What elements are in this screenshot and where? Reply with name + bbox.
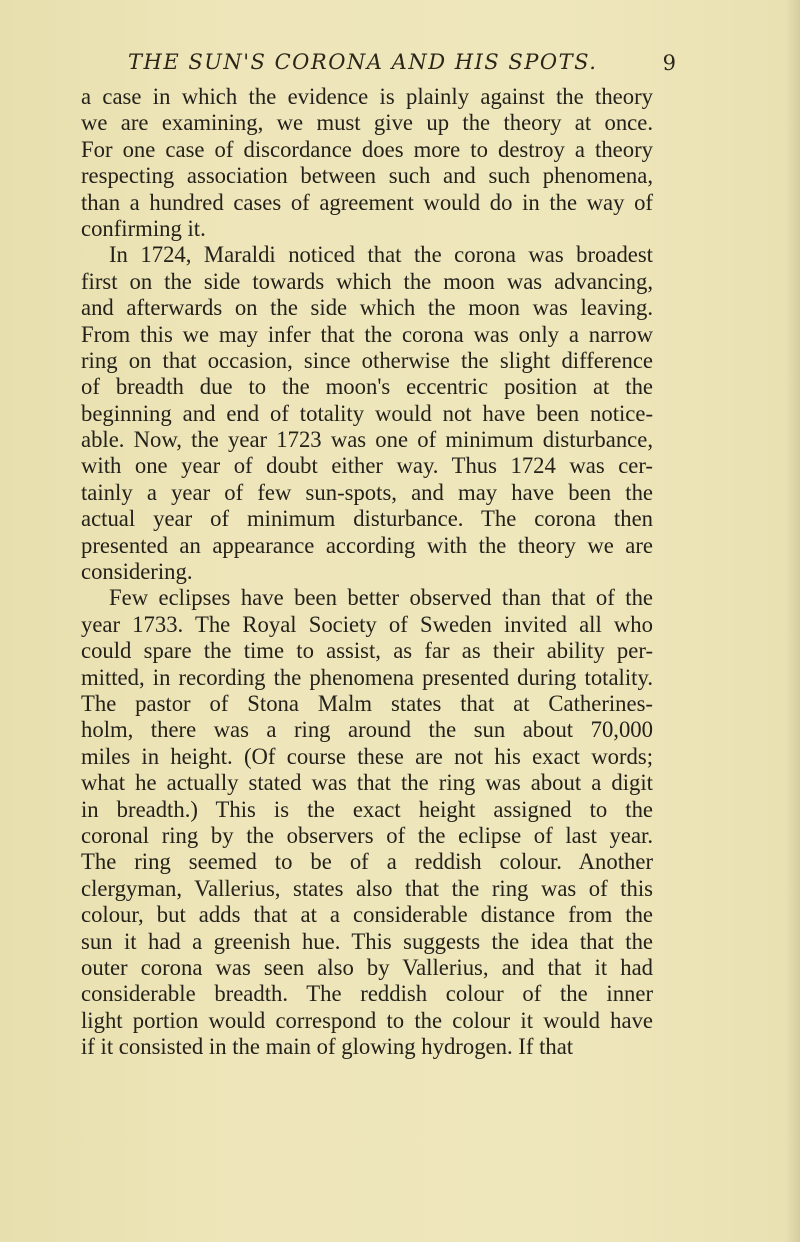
body-text [81, 84, 653, 1060]
text-line: The pastor of Stona Malm states that at Catherines- [81, 690, 653, 716]
text-line: tainly a year of few sun-spots, and may have been the [81, 479, 653, 505]
text-line: outer corona was seen also by Vallerius, and that it had [81, 954, 653, 980]
text-line: if it consisted in the main of glowing hydrogen. If that [81, 1034, 574, 1060]
text-line: Few eclipses have been better observed than that of the [109, 585, 653, 611]
text-line: of breadth due to the moon's eccentric position at the [81, 374, 653, 400]
text-line: presented an appearance according with the theory we are [81, 532, 653, 558]
text-line: holm, there was a ring around the sun about 70,000 [81, 717, 653, 743]
page-edge-shadow [786, 0, 800, 1242]
text-line: From this we may infer that the corona was only a narrow [81, 321, 653, 347]
text-line: first on the side towards which the moon was advancing, [81, 268, 653, 294]
page-number: 9 [662, 51, 676, 75]
text-line: The ring seemed to be of a reddish colour. Another [81, 849, 653, 875]
text-line: light portion would correspond to the colour it would have [81, 1007, 653, 1033]
text-line: and afterwards on the side which the moon was leaving. [81, 295, 653, 321]
text-line: miles in height. (Of course these are not his exact words; [81, 743, 653, 769]
text-line: than a hundred cases of agreement would do in the way of [81, 189, 653, 215]
text-line: in breadth.) This is the exact height assigned to the [81, 796, 653, 822]
text-line: In 1724, Maraldi noticed that the corona was broadest [109, 242, 653, 268]
text-line: respecting association between such and such phenomena, [81, 163, 653, 189]
text-line: able. Now, the year 1723 was one of minimum disturbance, [81, 427, 653, 453]
text-line: confirming it. [81, 215, 206, 241]
text-line: considerable breadth. The reddish colour of the inner [81, 981, 653, 1007]
text-line: a case in which the evidence is plainly against the theory [81, 84, 653, 109]
text-line: with one year of doubt either way. Thus 1724 was cer- [81, 453, 653, 479]
text-line: considering. [81, 559, 193, 585]
text-line: ring on that occasion, since otherwise the slight difference [81, 347, 653, 373]
text-line: colour, but adds that at a considerable distance from the [81, 902, 653, 928]
text-line: For one case of discordance does more to destroy a theory [81, 136, 653, 162]
text-line: mitted, in recording the phenomena presented during totality. [81, 664, 653, 690]
text-line: beginning and end of totality would not have been notice- [81, 400, 653, 426]
text-line: clergyman, Vallerius, states also that the ring was of this [81, 875, 653, 901]
text-line: could spare the time to assist, as far as their ability per- [81, 638, 653, 664]
text-line: sun it had a greenish hue. This suggests the idea that the [81, 928, 653, 954]
text-line: coronal ring by the observers of the eclipse of last year. [81, 822, 653, 848]
text-line: year 1733. The Royal Society of Sweden invited all who [81, 611, 653, 637]
running-head: THE SUN'S CORONA AND HIS SPOTS. [128, 50, 598, 74]
page-header [90, 44, 676, 80]
text-line: what he actually stated was that the ring was about a digit [81, 770, 653, 796]
text-line: we are examining, we must give up the theory at once. [81, 110, 653, 136]
text-line: actual year of minimum disturbance. The corona then [81, 506, 653, 532]
